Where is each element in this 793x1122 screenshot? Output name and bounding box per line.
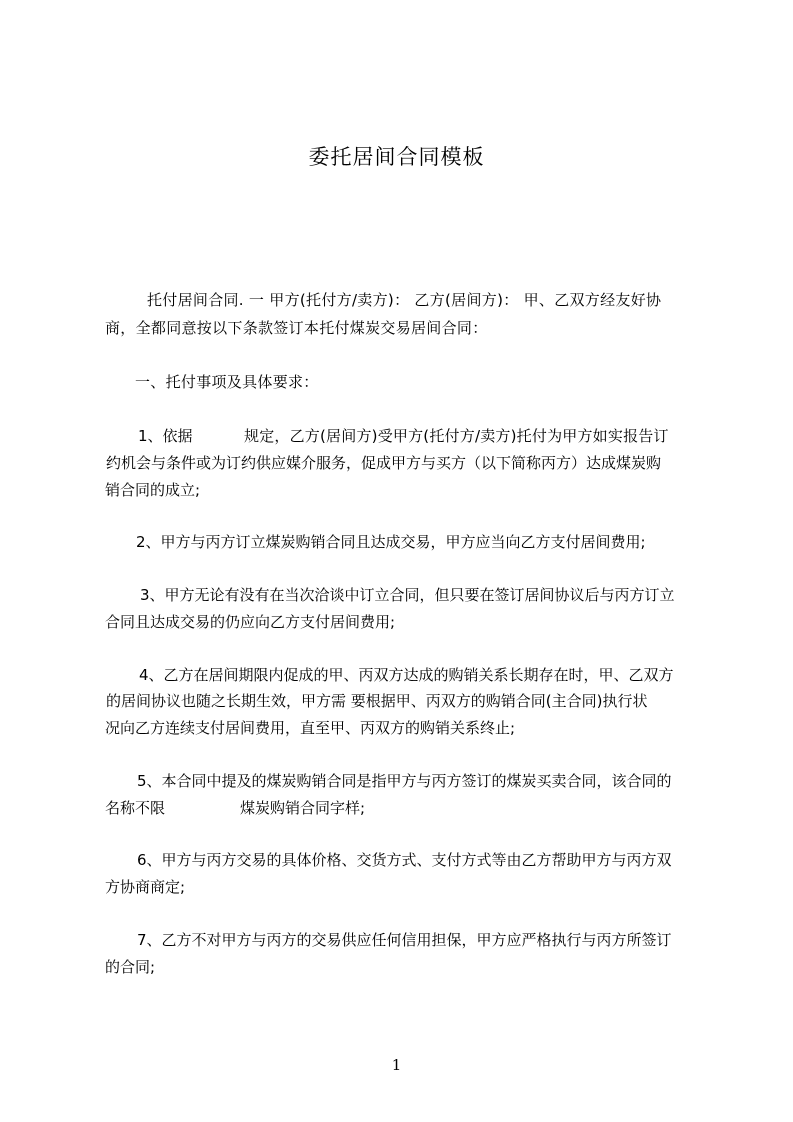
paragraph-line: 1、依据 <box>138 427 193 445</box>
paragraph-line: 6、甲方与丙方交易的具体价格、交货方式、支付方式等由乙方帮助甲方与丙方双 <box>137 851 672 869</box>
paragraph-line: 7、乙方不对甲方与丙方的交易供应任何信用担保，甲方应严格执行与丙方所签订 <box>137 931 672 949</box>
paragraph-line: 方协商商定; <box>105 878 186 896</box>
paragraph-line: 4、乙方在居间期限内促成的甲、丙双方达成的购销关系长期存在时，甲、乙双方 <box>139 666 674 684</box>
paragraph-line: 规定，乙方(居间方)受甲方(托付方/卖方)托付为甲方如实报告订 <box>244 427 669 445</box>
paragraph-line: 销合同的成立; <box>105 481 201 499</box>
section-heading: 一、托付事项及具体要求： <box>135 373 319 391</box>
paragraph-line: 2、甲方与丙方订立煤炭购销合同且达成交易，甲方应当向乙方支付居间费用; <box>136 533 646 551</box>
document-title: 委托居间合同模板 <box>308 145 485 169</box>
paragraph-line: 托付居间合同. 一 甲方(托付方/卖方)： 乙方(居间方)： 甲、乙双方经友好协 <box>147 291 662 309</box>
paragraph-line: 商，全都同意按以下条款签订本托付煤炭交易居间合同： <box>105 319 488 337</box>
paragraph-line: 煤炭购销合同字样; <box>240 799 366 817</box>
paragraph-line: 5、本合同中提及的煤炭购销合同是指甲方与丙方签订的煤炭买卖合同，该合同的 <box>137 772 672 790</box>
paragraph-line: 况向乙方连续支付居间费用，直至甲、丙双方的购销关系终止; <box>105 719 516 737</box>
paragraph-line: 约机会与条件或为订约供应媒介服务，促成甲方与买方（以下简称丙方）达成煤炭购 <box>106 454 662 472</box>
paragraph-line: 的合同; <box>105 958 156 976</box>
paragraph-line: 的居间协议也随之长期生效，甲方需 要根据甲、丙双方的购销合同(主合同)执行状 <box>106 692 648 710</box>
paragraph-line: 名称不限 <box>105 799 166 817</box>
page-number: 1 <box>391 1056 402 1074</box>
paragraph-line: 合同且达成交易的仍应向乙方支付居间费用; <box>105 613 396 631</box>
paragraph-line: 3、甲方无论有没有在当次洽谈中订立合同，但只要在签订居间协议后与丙方订立 <box>140 586 675 604</box>
